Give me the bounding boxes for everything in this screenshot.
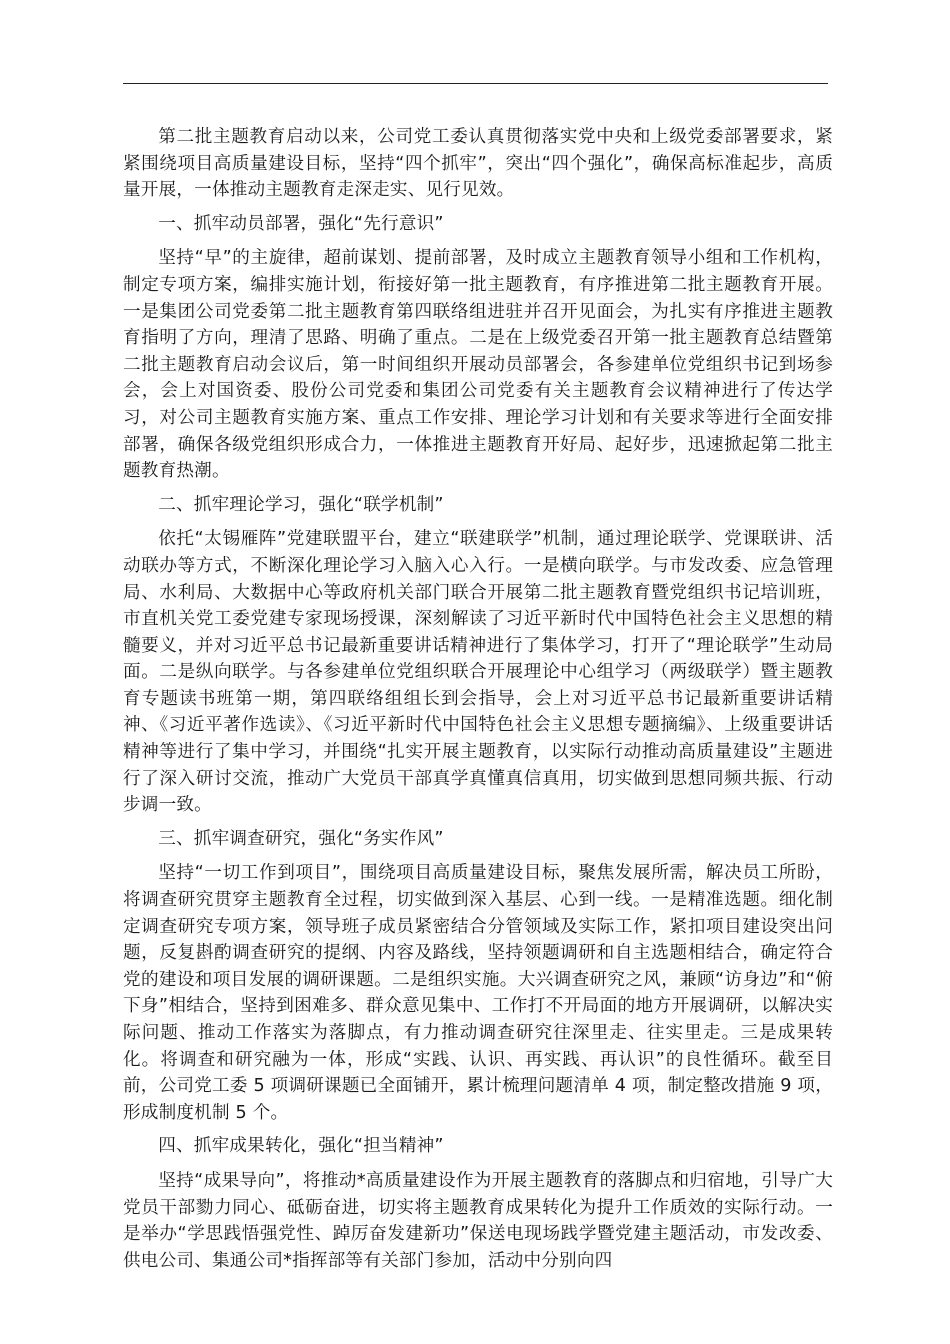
section-heading-4: 四、抓牢成果转化，强化“担当精神” (158, 1136, 444, 1157)
section-heading-1: 一、抓牢动员部署，强化“先行意识” (158, 213, 444, 234)
section-body-3: 坚持“一切工作到项目”，围绕项目高质量建设目标，聚焦发展所需，解决员工所盼，将调查研究贯穿主题教育全过程，切实做到深入基层、心到一线。一是精准选题。细化制定调查研究专项方案，领导班子成员紧密结合分管领域及实际工作，紧扣项目建设突出问题，反复斟酌调查研究的提纲、内容及路线，坚持领题调研和自主选题相结合，确定符合党的建设和项目发展的调研课题。二是组织实施。大兴调查研究之风，兼顾“访身边”和“俯下身”相结合，坚持到困难多、群众意见集中、工作打不开局面的地方开展调研，以解决实际问题、推动工作落实为落脚点，有力推动调查研究往深里走、往实里走。三是成果转化。将调查和研究融为一体，形成“实践、认识、再实践、再认识”的良性循环。截至目前，公司党工委 5 项调研课题已全面铺开，累计梳理问题清单 4 项，制定整改措施 9 项，形成制度机制 5 个。 (123, 863, 833, 1123)
section-heading-2: 二、抓牢理论学习，强化“联学机制” (158, 494, 444, 515)
header-rule (123, 83, 828, 84)
section-heading-3: 三、抓牢调查研究，强化“务实作风” (158, 828, 444, 849)
section-body-4: 坚持“成果导向”，将推动*高质量建设作为开展主题教育的落脚点和归宿地，引导广大党员干部勠力同心、砥砺奋进，切实将主题教育成果转化为提升工作质效的实际行动。一是举办“学思践悟强党性、踔厉奋发建新功”保送电现场践学暨党建主题活动，市发改委、供电公司、集通公司*指挥部等有关部门参加，活动中分别向四 (123, 1170, 833, 1271)
intro-paragraph: 第二批主题教育启动以来，公司党工委认真贯彻落实党中央和上级党委部署要求，紧紧围绕项目高质量建设目标，坚持“四个抓牢”，突出“四个强化”，确保高标准起步，高质量开展，一体推动主题教育走深走实、见行见效。 (123, 127, 833, 201)
section-body-2: 依托“太锡雁阵”党建联盟平台，建立“联建联学”机制，通过理论联学、党课联讲、活动联办等方式，不断深化理论学习入脑入心入行。一是横向联学。与市发改委、应急管理局、水利局、大数据中心等政府机关部门联合开展第二批主题教育暨党组织书记培训班，市直机关党工委党建专家现场授课，深刻解读了习近平新时代中国特色社会主义思想的精髓要义，并对习近平总书记最新重要讲话精神进行了集体学习，打开了“理论联学”生动局面。二是纵向联学。与各参建单位党组织联合开展理论中心组学习（两级联学）暨主题教育专题读书班第一期，第四联络组组长到会指导，会上对习近平总书记最新重要讲话精神、《习近平著作选读》、《习近平新时代中国特色社会主义思想专题摘编》、上级重要讲话精神等进行了集中学习，并围绕“扎实开展主题教育，以实际行动推动高质量建设”主题进行了深入研讨交流，推动广大党员干部真学真懂真信真用，切实做到思想同频共振、行动步调一致。 (123, 529, 833, 816)
document-body (123, 124, 833, 1281)
section-body-1: 坚持“早”的主旋律，超前谋划、提前部署，及时成立主题教育领导小组和工作机构，制定专项方案，编排实施计划，衔接好第一批主题教育，有序推进第二批主题教育开展。一是集团公司党委第二批主题教育第四联络组进驻并召开见面会，为扎实有序推进主题教育指明了方向，理清了思路、明确了重点。二是在上级党委召开第一批主题教育总结暨第二批主题教育启动会议后，第一时间组织开展动员部署会，各参建单位党组织书记到场参会，会上对国资委、股份公司党委和集团公司党委有关主题教育会议精神进行了传达学习，对公司主题教育实施方案、重点工作安排、理论学习计划和有关要求等进行全面安排部署，确保各级党组织形成合力，一体推进主题教育开好局、起好步，迅速掀起第二批主题教育热潮。 (123, 248, 833, 482)
